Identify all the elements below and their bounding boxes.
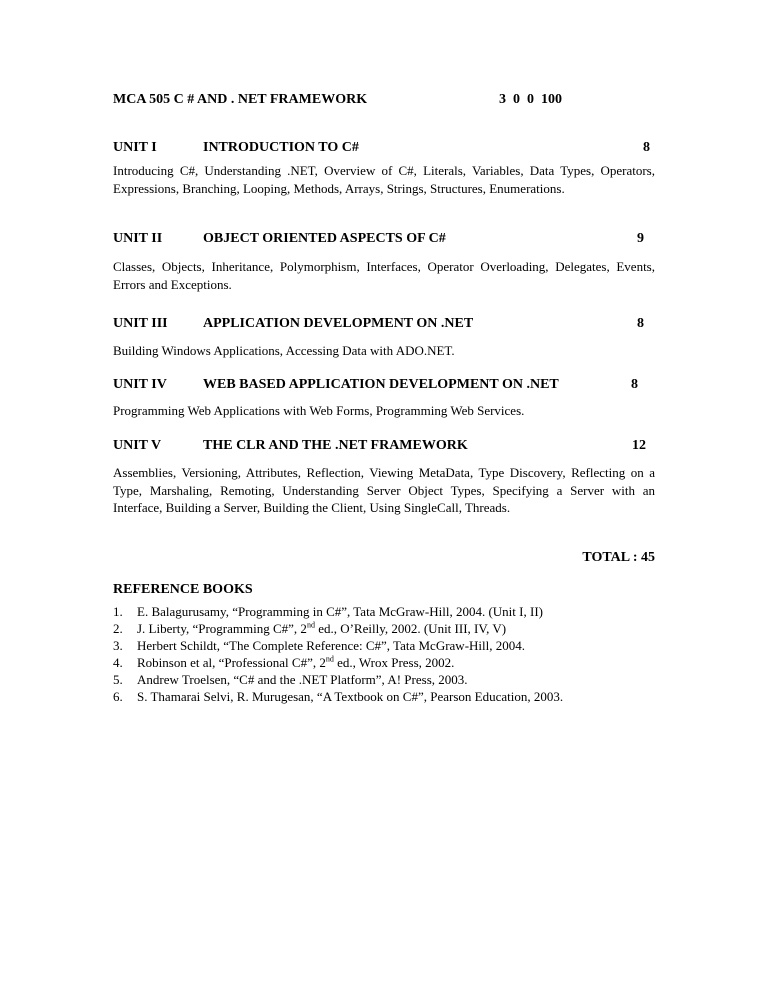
unit-content: Programming Web Applications with Web Forms, Programming Web Services. — [113, 403, 525, 418]
unit-heading — [113, 316, 658, 334]
reference-item — [113, 671, 563, 688]
reference-text: E. Balagurusamy, “Programming in C#”, Tata McGraw-Hill, 2004. (Unit I, II) — [137, 604, 543, 619]
unit-content: Introducing C#, Understanding .NET, Overview of C#, Literals, Variables, Data Types, Operators, Expressions, Branching, Looping, Methods, Arrays, Strings, Structures, Enumerations. — [113, 163, 655, 196]
unit-heading — [113, 231, 658, 249]
reference-item — [113, 603, 563, 620]
unit-title: APPLICATION DEVELOPMENT ON .NET — [203, 316, 474, 331]
course-credits: 3 0 0 100 — [499, 92, 562, 107]
reference-list — [113, 603, 563, 705]
unit-title: WEB BASED APPLICATION DEVELOPMENT ON .NET — [203, 377, 559, 392]
reference-number: 6. — [113, 689, 123, 704]
reference-text-rest: ed., Wrox Press, 2002. — [333, 655, 455, 670]
reference-text: Andrew Troelsen, “C# and the .NET Platform”, A! Press, 2003. — [137, 672, 468, 687]
reference-item — [113, 654, 563, 671]
reference-text: Robinson et al, “Professional C#”, 2 — [137, 655, 326, 670]
unit-title: OBJECT ORIENTED ASPECTS OF C# — [203, 231, 446, 246]
unit-number: UNIT I — [113, 140, 157, 155]
unit-heading — [113, 438, 658, 456]
unit-number: UNIT IV — [113, 377, 167, 392]
reference-number: 2. — [113, 621, 123, 636]
total-hours: TOTAL : 45 — [582, 550, 655, 565]
reference-number: 3. — [113, 638, 123, 653]
unit-hours: 9 — [637, 231, 644, 246]
unit-hours: 12 — [632, 438, 646, 453]
reference-item — [113, 637, 563, 654]
reference-text: S. Thamarai Selvi, R. Murugesan, “A Textbook on C#”, Pearson Education, 2003. — [137, 689, 564, 704]
reference-text: Herbert Schildt, “The Complete Reference: C#”, Tata McGraw-Hill, 2004. — [137, 638, 526, 653]
unit-content: Building Windows Applications, Accessing Data with ADO.NET. — [113, 343, 455, 358]
ordinal-suffix: nd — [306, 620, 315, 630]
unit-content: Assemblies, Versioning, Attributes, Reflection, Viewing MetaData, Type Discovery, Reflecting on a Type, Marshaling, Remoting, Understanding Server Object Types, Specifying a Server with an Interface, Building a Server, Building the Client, Using SingleCall, Threads. — [113, 465, 655, 515]
unit-number: UNIT III — [113, 316, 168, 331]
course-title: MCA 505 C # AND . NET FRAMEWORK — [113, 92, 368, 107]
reference-item — [113, 620, 563, 637]
unit-title: INTRODUCTION TO C# — [203, 140, 359, 155]
unit-heading — [113, 377, 658, 395]
unit-hours: 8 — [637, 316, 644, 331]
unit-heading — [113, 140, 658, 158]
unit-content: Classes, Objects, Inheritance, Polymorphism, Interfaces, Operator Overloading, Delegates, Events, Errors and Exceptions. — [113, 259, 655, 292]
unit-number: UNIT V — [113, 438, 162, 453]
reference-number: 1. — [113, 604, 123, 619]
reference-number: 4. — [113, 655, 123, 670]
unit-hours: 8 — [631, 377, 638, 392]
reference-item — [113, 688, 563, 705]
reference-text: J. Liberty, “Programming C#”, 2 — [137, 621, 307, 636]
reference-number: 5. — [113, 672, 123, 687]
ordinal-suffix: nd — [325, 654, 334, 664]
unit-hours: 8 — [643, 140, 650, 155]
reference-text-rest: ed., O’Reilly, 2002. (Unit III, IV, V) — [314, 621, 507, 636]
unit-number: UNIT II — [113, 231, 163, 246]
unit-title: THE CLR AND THE .NET FRAMEWORK — [203, 438, 468, 453]
reference-books-heading: REFERENCE BOOKS — [113, 582, 253, 597]
